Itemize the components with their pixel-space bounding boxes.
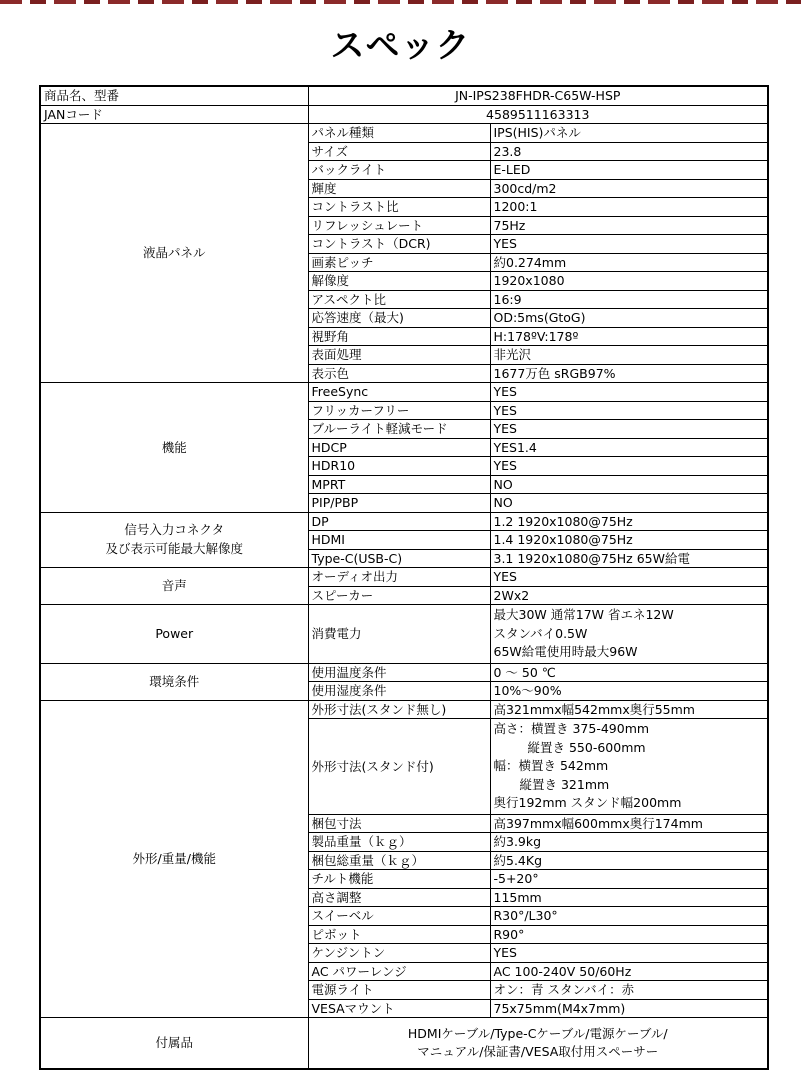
spec-label: チルト機能 — [308, 870, 490, 889]
spec-label: 外形寸法(スタンド付) — [308, 719, 490, 815]
spec-value: 0 ～ 50 ℃ — [490, 663, 768, 682]
product-name-label: 商品名、型番 — [40, 86, 308, 105]
product-model-value: JN-IPS238FHDR-C65W-HSP — [308, 86, 768, 105]
spec-label: コントラスト（DCR) — [308, 235, 490, 254]
spec-value-line: 縦置き 550-600mm — [527, 739, 646, 755]
jan-code-label: JANコード — [40, 105, 308, 124]
spec-label: 輝度 — [308, 179, 490, 198]
spec-table — [39, 85, 769, 1070]
spec-label: MPRT — [308, 475, 490, 494]
spec-value: オン：青 スタンバイ：赤 — [490, 981, 768, 1000]
spec-label: バックライト — [308, 161, 490, 180]
spec-label: 画素ピッチ — [308, 253, 490, 272]
spec-value: 300cd/m2 — [490, 179, 768, 198]
table-row — [40, 605, 768, 664]
spec-value: 1677万色 sRGB97% — [490, 364, 768, 383]
spec-label: 外形寸法(スタンド無し) — [308, 700, 490, 719]
table-row — [40, 512, 768, 531]
spec-value: YES1.4 — [490, 438, 768, 457]
spec-label: 梱包総重量（ｋｇ） — [308, 851, 490, 870]
spec-value: 1200:1 — [490, 198, 768, 217]
spec-label: ピボット — [308, 925, 490, 944]
spec-value-line: 幅：横置き 542mm — [493, 758, 609, 773]
spec-value-line: 最大30W 通常17W 省エネ12W — [493, 607, 674, 622]
spec-value: YES — [490, 944, 768, 963]
spec-label: 解像度 — [308, 272, 490, 291]
spec-label: オーディオ出力 — [308, 568, 490, 587]
table-row — [40, 86, 768, 105]
category-label: 付属品 — [155, 1035, 193, 1051]
spec-label: Type-C(USB-C) — [308, 549, 490, 568]
category-label: 音声 — [161, 578, 187, 594]
spec-value: 1.4 1920x1080@75Hz — [490, 531, 768, 550]
spec-value: 115mm — [490, 888, 768, 907]
spec-value-line: 65W給電使用時最大96W — [493, 644, 638, 659]
category-cell — [40, 1018, 308, 1070]
spec-label: スピーカー — [308, 586, 490, 605]
spec-label: 電源ライト — [308, 981, 490, 1000]
category-cell — [40, 605, 308, 664]
spec-label: コントラスト比 — [308, 198, 490, 217]
spec-value: AC 100-240V 50/60Hz — [490, 962, 768, 981]
accessories-line: HDMIケーブル/Type-Cケーブル/電源ケーブル/ — [407, 1025, 668, 1041]
spec-label: アスペクト比 — [308, 290, 490, 309]
spec-value: NO — [490, 475, 768, 494]
spec-value: 非光沢 — [490, 346, 768, 365]
spec-value: 高397mmx幅600mmx奥行174mm — [490, 814, 768, 833]
spec-value: 約5.4Kg — [490, 851, 768, 870]
spec-value-line: 奥行192mm スタンド幅200mm — [493, 795, 682, 810]
spec-label: ブルーライト軽減モード — [308, 420, 490, 439]
top-decorative-band — [0, 0, 801, 4]
spec-value: R30°/L30° — [490, 907, 768, 926]
spec-value: 75Hz — [490, 216, 768, 235]
table-row — [40, 1018, 768, 1070]
spec-label: FreeSync — [308, 383, 490, 402]
category-cell — [40, 512, 308, 568]
spec-label: パネル種類 — [308, 124, 490, 143]
spec-value: 3.1 1920x1080@75Hz 65W給電 — [490, 549, 768, 568]
spec-label: 使用湿度条件 — [308, 682, 490, 701]
spec-label: スイーベル — [308, 907, 490, 926]
spec-label: PIP/PBP — [308, 494, 490, 513]
spec-label: フリッカーフリー — [308, 401, 490, 420]
table-row — [40, 568, 768, 587]
spec-value-line: スタンバイ0.5W — [493, 625, 588, 641]
spec-label: HDR10 — [308, 457, 490, 476]
category-label: 液晶パネル — [142, 245, 206, 261]
category-label: 機能 — [161, 439, 187, 455]
spec-value: E-LED — [490, 161, 768, 180]
category-cell — [40, 383, 308, 513]
table-row — [40, 383, 768, 402]
spec-value: YES — [490, 457, 768, 476]
spec-value: R90° — [490, 925, 768, 944]
spec-label: AC パワーレンジ — [308, 962, 490, 981]
spec-value: 高321mmx幅542mmx奥行55mm — [490, 700, 768, 719]
spec-label: 表示色 — [308, 364, 490, 383]
spec-label: 製品重量（ｋｇ） — [308, 833, 490, 852]
spec-value: 23.8 — [490, 142, 768, 161]
spec-value: NO — [490, 494, 768, 513]
category-label: 外形/重量/機能 — [132, 851, 216, 866]
spec-value: YES — [490, 235, 768, 254]
spec-value: 10%～90% — [490, 682, 768, 701]
spec-value-line: 高さ：横置き 375-490mm — [493, 721, 650, 736]
spec-label: 応答速度（最大) — [308, 309, 490, 328]
spec-value: 75x75mm(M4x7mm) — [490, 999, 768, 1018]
category-cell — [40, 568, 308, 605]
category-cell — [40, 700, 308, 1018]
spec-value: YES — [490, 420, 768, 439]
spec-value: 2Wx2 — [490, 586, 768, 605]
spec-value: YES — [490, 401, 768, 420]
category-label: 環境条件 — [149, 673, 200, 689]
table-row — [40, 700, 768, 719]
spec-label: 消費電力 — [308, 605, 490, 664]
table-row — [40, 105, 768, 124]
category-label: 及び表示可能最大解像度 — [105, 540, 243, 556]
spec-value — [490, 719, 768, 815]
spec-label: ケンジントン — [308, 944, 490, 963]
spec-value — [490, 605, 768, 664]
spec-value: 1.2 1920x1080@75Hz — [490, 512, 768, 531]
spec-value: IPS(HIS)パネル — [490, 124, 768, 143]
spec-value: 1920x1080 — [490, 272, 768, 291]
spec-label: VESAマウント — [308, 999, 490, 1018]
spec-value: 約0.274mm — [490, 253, 768, 272]
jan-code-value: 4589511163313 — [308, 105, 768, 124]
category-label: 信号入力コネクタ — [124, 522, 225, 538]
spec-label: 梱包寸法 — [308, 814, 490, 833]
accessories-value — [308, 1018, 768, 1070]
category-cell — [40, 124, 308, 383]
spec-label: 視野角 — [308, 327, 490, 346]
accessories-line: マニュアル/保証書/VESA取付用スペーサー — [417, 1044, 659, 1059]
spec-label: HDCP — [308, 438, 490, 457]
category-cell — [40, 663, 308, 700]
spec-label: 使用温度条件 — [308, 663, 490, 682]
spec-value: YES — [490, 568, 768, 587]
page-title: スペック — [330, 26, 471, 66]
spec-value: 約3.9kg — [490, 833, 768, 852]
table-row — [40, 663, 768, 682]
spec-value: OD:5ms(GtoG) — [490, 309, 768, 328]
spec-value: -5+20° — [490, 870, 768, 889]
spec-value: YES — [490, 383, 768, 402]
spec-value: 16:9 — [490, 290, 768, 309]
spec-label: 表面処理 — [308, 346, 490, 365]
spec-value-line: 縦置き 321mm — [519, 776, 610, 792]
spec-label: サイズ — [308, 142, 490, 161]
table-row — [40, 124, 768, 143]
spec-value: H:178ºV:178º — [490, 327, 768, 346]
spec-label: リフレッシュレート — [308, 216, 490, 235]
category-label: Power — [155, 626, 194, 641]
spec-label: 高さ調整 — [308, 888, 490, 907]
spec-label: DP — [308, 512, 490, 531]
spec-label: HDMI — [308, 531, 490, 550]
